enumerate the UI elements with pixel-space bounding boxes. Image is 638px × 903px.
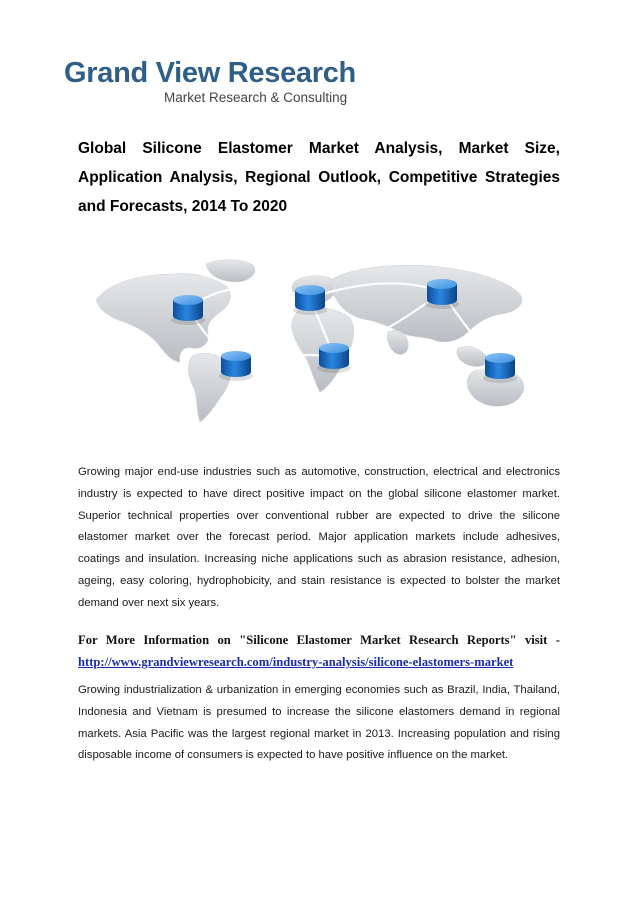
continents	[96, 260, 524, 422]
body-paragraph-2: Growing industrialization & urbanization in emerging economies such as Brazil, India, Thailand, Indonesia and Vietnam is presumed to increase the silicone elastomers demand in regional markets. Asia Pacific was the largest regional market in 2013. Increasing population and rising disposable income of consumers is expected to have positive influence on the market.	[78, 684, 560, 762]
database-node-icon	[483, 353, 517, 383]
company-logo	[64, 56, 384, 112]
database-node-icon	[293, 285, 327, 315]
report-title: Global Silicone Elastomer Market Analysis, Market Size, Application Analysis, Regional Outlook, Competitive Strategies and Forecasts, 2014 To 2020	[78, 140, 560, 215]
logo-wordmark: Grand View Research	[64, 57, 356, 89]
database-node-icon	[317, 343, 351, 373]
report-link[interactable]: http://www.grandviewresearch.com/industry-analysis/silicone-elastomers-market	[78, 655, 514, 669]
logo-tagline: Market Research & Consulting	[164, 90, 348, 105]
more-information-text: For More Information on "Silicone Elastomer Market Research Reports" visit -	[78, 633, 560, 647]
body-paragraph-1: Growing major end-use industries such as automotive, construction, electrical and electronics industry is expected to have direct positive impact on the global silicone elastomer market. Superior technical properties over conventional rubber are expected to drive the silicone elastomer market over the forecast period. Major application markets include adhesives, coatings and insulation. Increasing niche applications such as abrasion resistance, adhesion, ageing, easy coloring, hydrophobicity, and stain resistance is expected to bolster the market demand over next six years.	[78, 466, 560, 609]
database-node-icon	[171, 295, 205, 325]
database-node-icon	[425, 279, 459, 309]
database-node-icon	[219, 351, 253, 381]
more-information-block	[78, 629, 560, 673]
world-map-network-icon	[88, 252, 550, 424]
